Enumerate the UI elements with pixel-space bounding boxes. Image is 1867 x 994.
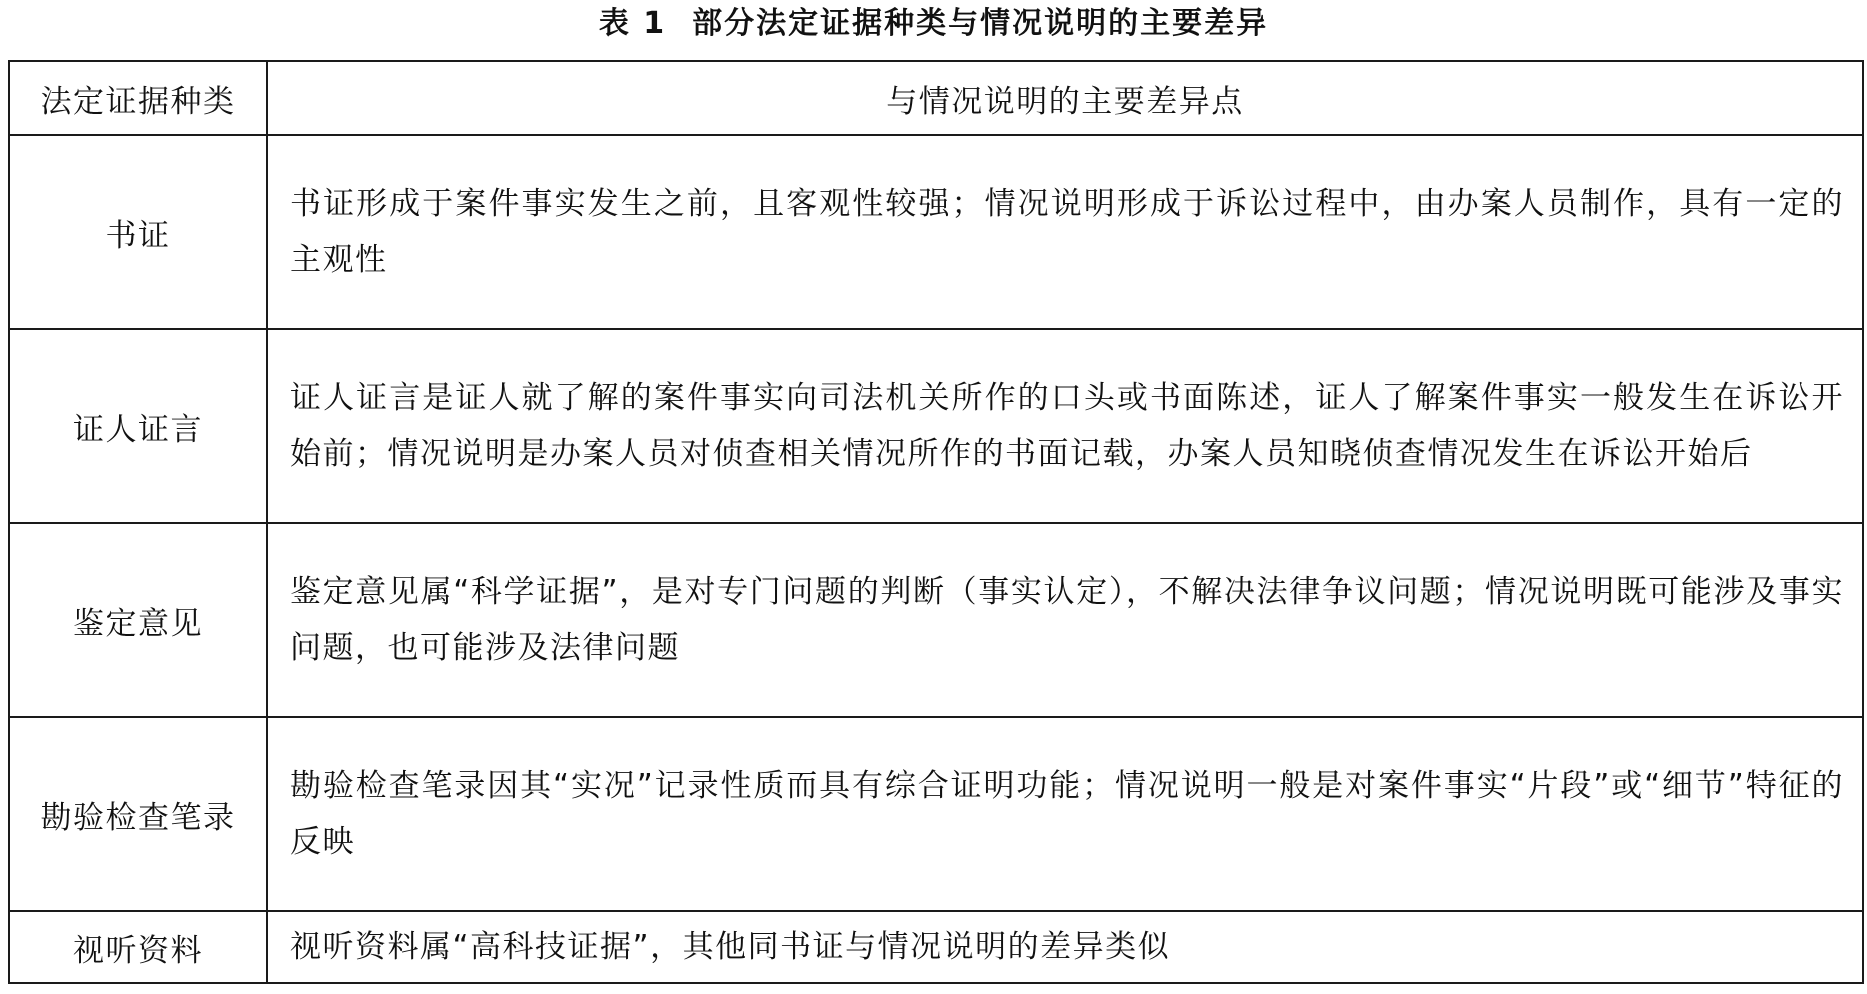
evidence-type-cell: 书证 xyxy=(9,135,267,329)
table-header-row xyxy=(9,61,1863,135)
table-row xyxy=(9,717,1863,911)
difference-cell: 勘验检查笔录因其“实况”记录性质而具有综合证明功能；情况说明一般是对案件事实“片段”或“细节”特征的反映 xyxy=(267,717,1863,911)
evidence-type-cell: 视听资料 xyxy=(9,911,267,983)
table-row xyxy=(9,523,1863,717)
difference-cell: 鉴定意见属“科学证据”，是对专门问题的判断（事实认定），不解决法律争议问题；情况说明既可能涉及事实问题，也可能涉及法律问题 xyxy=(267,523,1863,717)
evidence-type-cell: 证人证言 xyxy=(9,329,267,523)
evidence-type-cell: 勘验检查笔录 xyxy=(9,717,267,911)
table-row xyxy=(9,135,1863,329)
header-differences: 与情况说明的主要差异点 xyxy=(267,61,1863,135)
comparison-table xyxy=(8,60,1864,984)
table-caption xyxy=(0,0,1867,56)
evidence-type-cell: 鉴定意见 xyxy=(9,523,267,717)
table-number: 表 1 xyxy=(598,6,667,41)
table-row xyxy=(9,329,1863,523)
table-row xyxy=(9,911,1863,983)
difference-cell: 证人证言是证人就了解的案件事实向司法机关所作的口头或书面陈述，证人了解案件事实一般发生在诉讼开始前；情况说明是办案人员对侦查相关情况所作的书面记载，办案人员知晓侦查情况发生在诉讼开始后 xyxy=(267,329,1863,523)
header-evidence-type: 法定证据种类 xyxy=(9,61,267,135)
difference-cell: 视听资料属“高科技证据”，其他同书证与情况说明的差异类似 xyxy=(267,911,1863,983)
difference-cell: 书证形成于案件事实发生之前，且客观性较强；情况说明形成于诉讼过程中，由办案人员制作，具有一定的主观性 xyxy=(267,135,1863,329)
table-title: 部分法定证据种类与情况说明的主要差异 xyxy=(692,6,1269,41)
